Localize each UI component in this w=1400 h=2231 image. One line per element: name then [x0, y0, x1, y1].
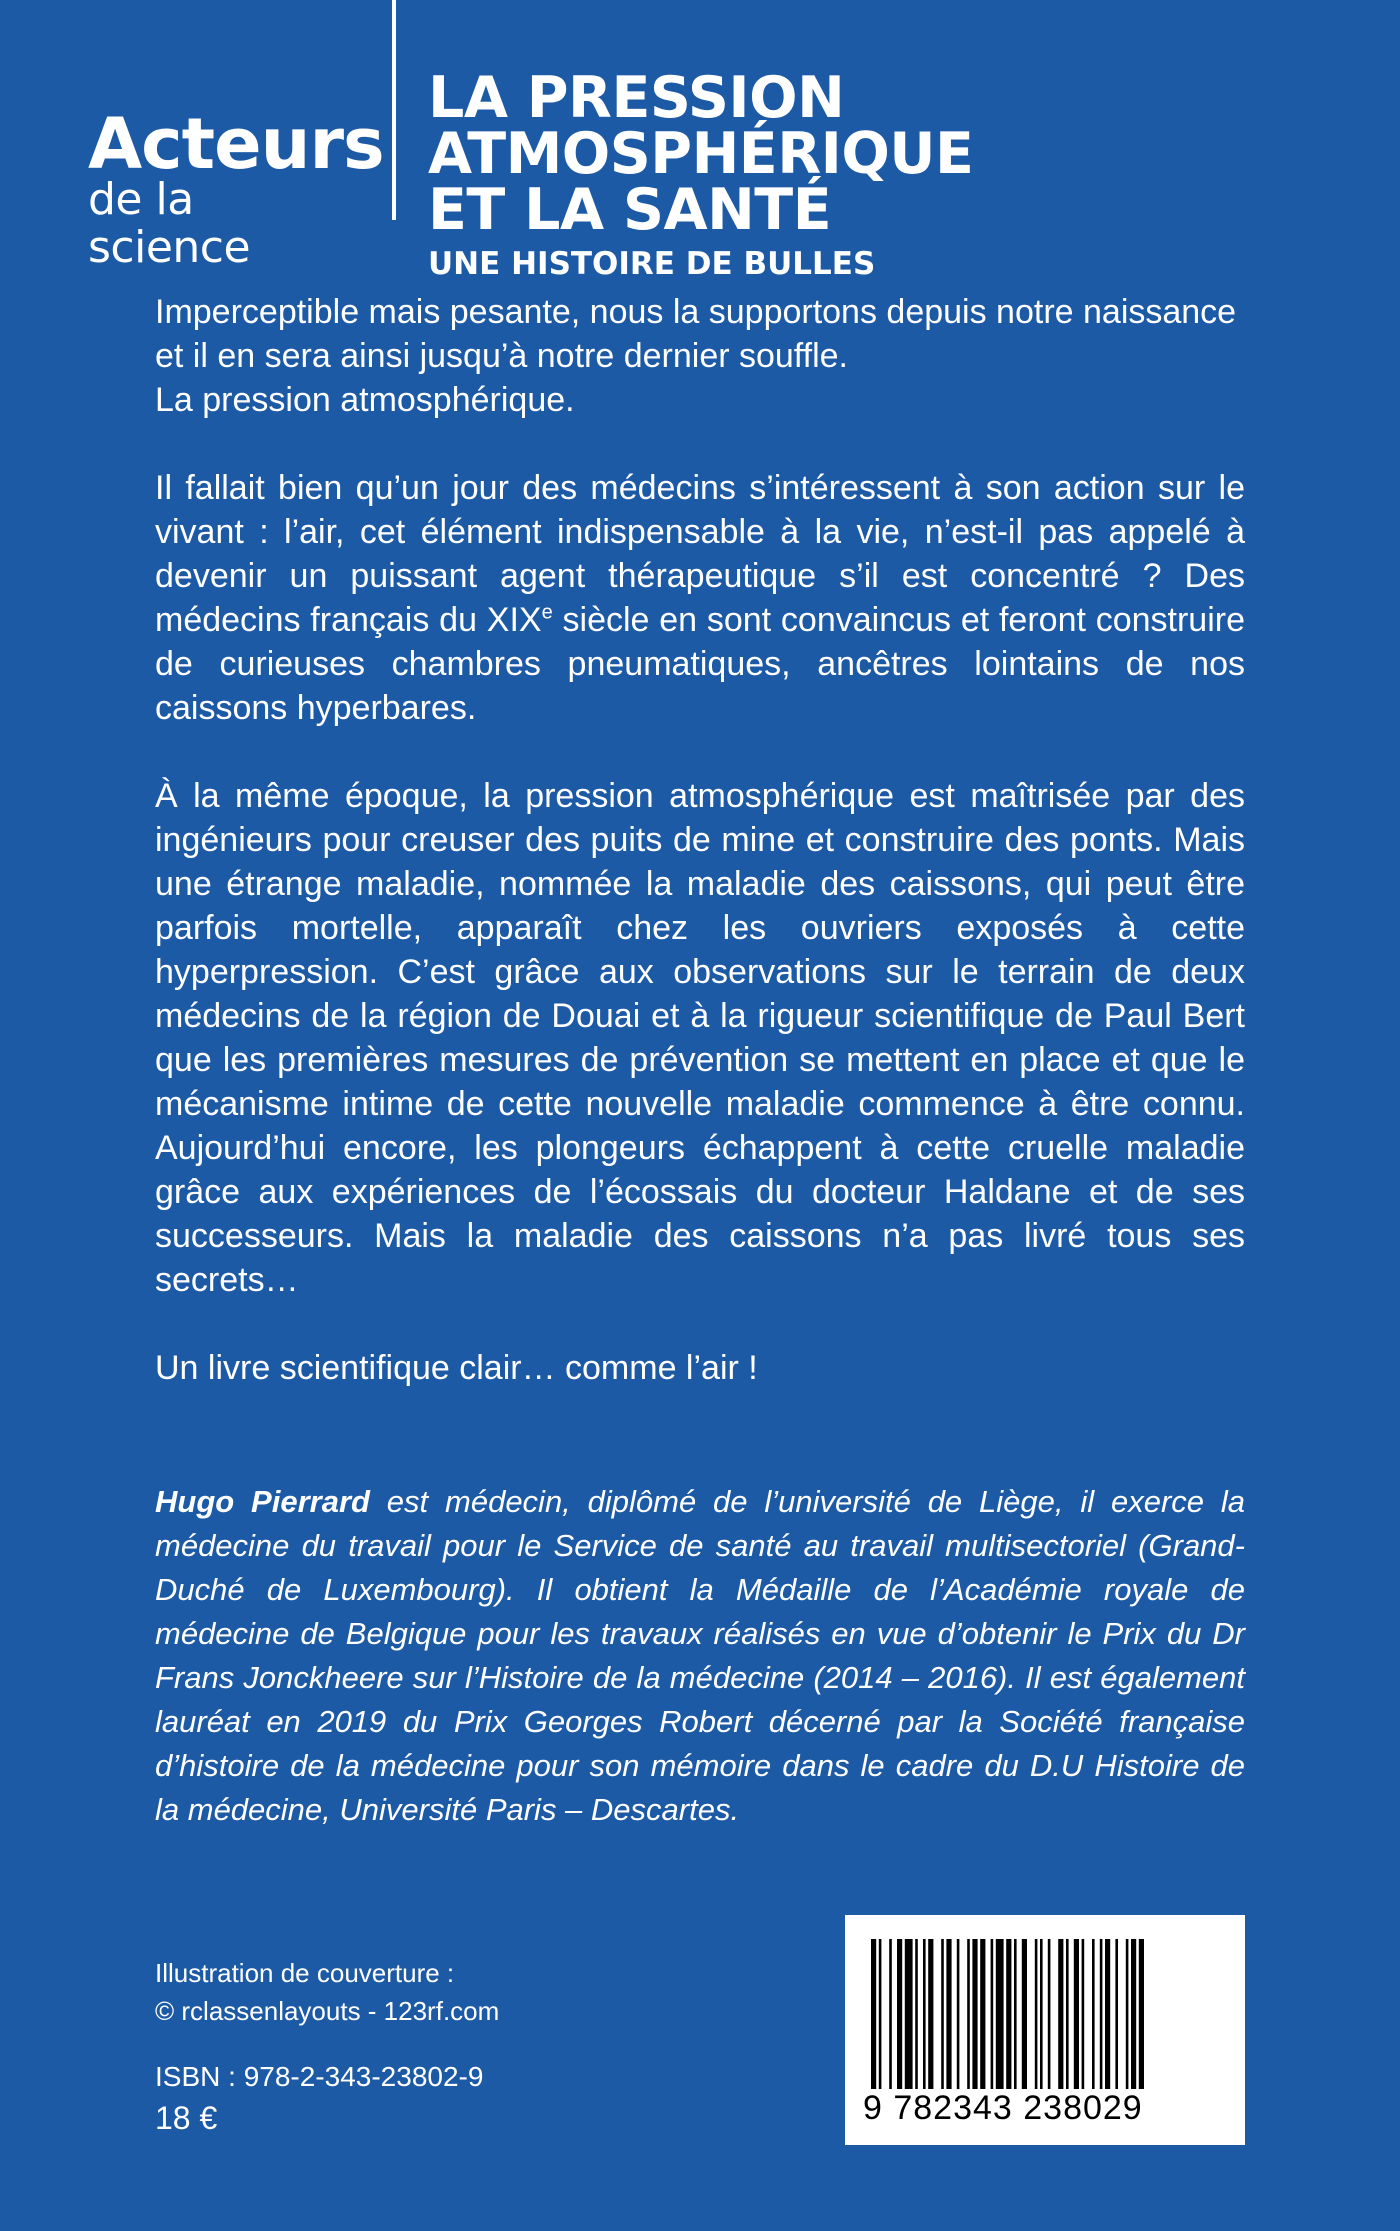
- barcode-digits: 9 782343 238029: [863, 2089, 1143, 2127]
- blurb-paragraph-3: À la même époque, la pression atmosphérique est maîtrisée par des ingénieurs pour creuser des puits de mine et construire des ponts. Mais une étrange maladie, nommée la maladie des caissons, qui peut être parfois mortelle, apparaît chez les ouvriers exposés à cette hyperpression. C’est grâce aux observations sur le terrain de deux médecins de la région de Douai et à la rigueur scientifique de Paul Bert que les premières mesures de prévention se mettent en place et que le mécanisme intime de cette nouvelle maladie commence à être connu. Aujourd’hui encore, les plongeurs échappent à cette cruelle maladie grâce aux expériences de l’écossais du docteur Haldane et de ses successeurs. Mais la maladie des caissons n’a pas livré tous ses secrets…: [155, 777, 1245, 1299]
- back-cover-blurb: [155, 290, 1245, 1390]
- series-logo: [88, 103, 384, 273]
- price: 18 €: [155, 2100, 218, 2136]
- blurb-intro-line: et il en sera ainsi jusqu’à notre dernier souffle.: [155, 337, 848, 375]
- header-divider: [392, 0, 396, 220]
- series-name: Acteurs: [88, 103, 384, 185]
- credit-label: Illustration de couverture :: [155, 1958, 455, 1988]
- blurb-tagline: Un livre scientifique clair… comme l’air !: [155, 1349, 758, 1387]
- blurb-intro-line: Imperceptible mais pesante, nous la supportons depuis notre naissance: [155, 293, 1237, 331]
- blurb-intro-line: La pression atmosphérique.: [155, 381, 575, 419]
- title-block: [428, 65, 1368, 284]
- author-bio: [155, 1480, 1245, 1832]
- book-title-line-2: ET LA SANTÉ: [428, 177, 832, 243]
- blurb-paragraph-2: Il fallait bien qu’un jour des médecins s’intéressent à son action sur le vivant : l’air, cet élément indispensable à la vie, n’est-il pas appelé à devenir un puissant agent thérapeutique s’il est concentré ? Des médecins français du XIXe siècle en sont convaincus et feront construire de curieuses chambres pneumatiques, ancêtres lointains de nos caissons hyperbares.: [155, 469, 1246, 727]
- author-bio-text: est médecin, diplômé de l’université de Liège, il exerce la médecine du travail pour le Service de santé au travail multisectoriel (Grand-Duché de Luxembourg). Il obtient la Médaille de l’Académie royale de médecine de Belgique pour les travaux réalisés en vue d’obtenir le Prix du Dr Frans Jonckheere sur l’Histoire de la médecine (2014 – 2016). Il est également lauréat en 2019 du Prix Georges Robert décerné par la Société française d’histoire de la médecine pour son mémoire dans le cadre du D.U Histoire de la médecine, Université Paris – Descartes.: [155, 1484, 1245, 1827]
- author-name: Hugo Pierrard: [155, 1484, 370, 1519]
- book-title-line-1: LA PRESSION ATMOSPHÉRIQUE: [428, 65, 974, 187]
- credit-source: © rclassenlayouts - 123rf.com: [155, 1996, 500, 2026]
- barcode: [845, 1915, 1245, 2145]
- book-subtitle: UNE HISTOIRE DE BULLES: [428, 246, 876, 282]
- series-subtitle: de la science: [88, 174, 251, 273]
- illustration-credit: [155, 1954, 499, 2030]
- isbn: ISBN : 978-2-343-23802-9: [155, 2061, 484, 2092]
- barcode-bars-icon: [867, 1939, 1223, 2089]
